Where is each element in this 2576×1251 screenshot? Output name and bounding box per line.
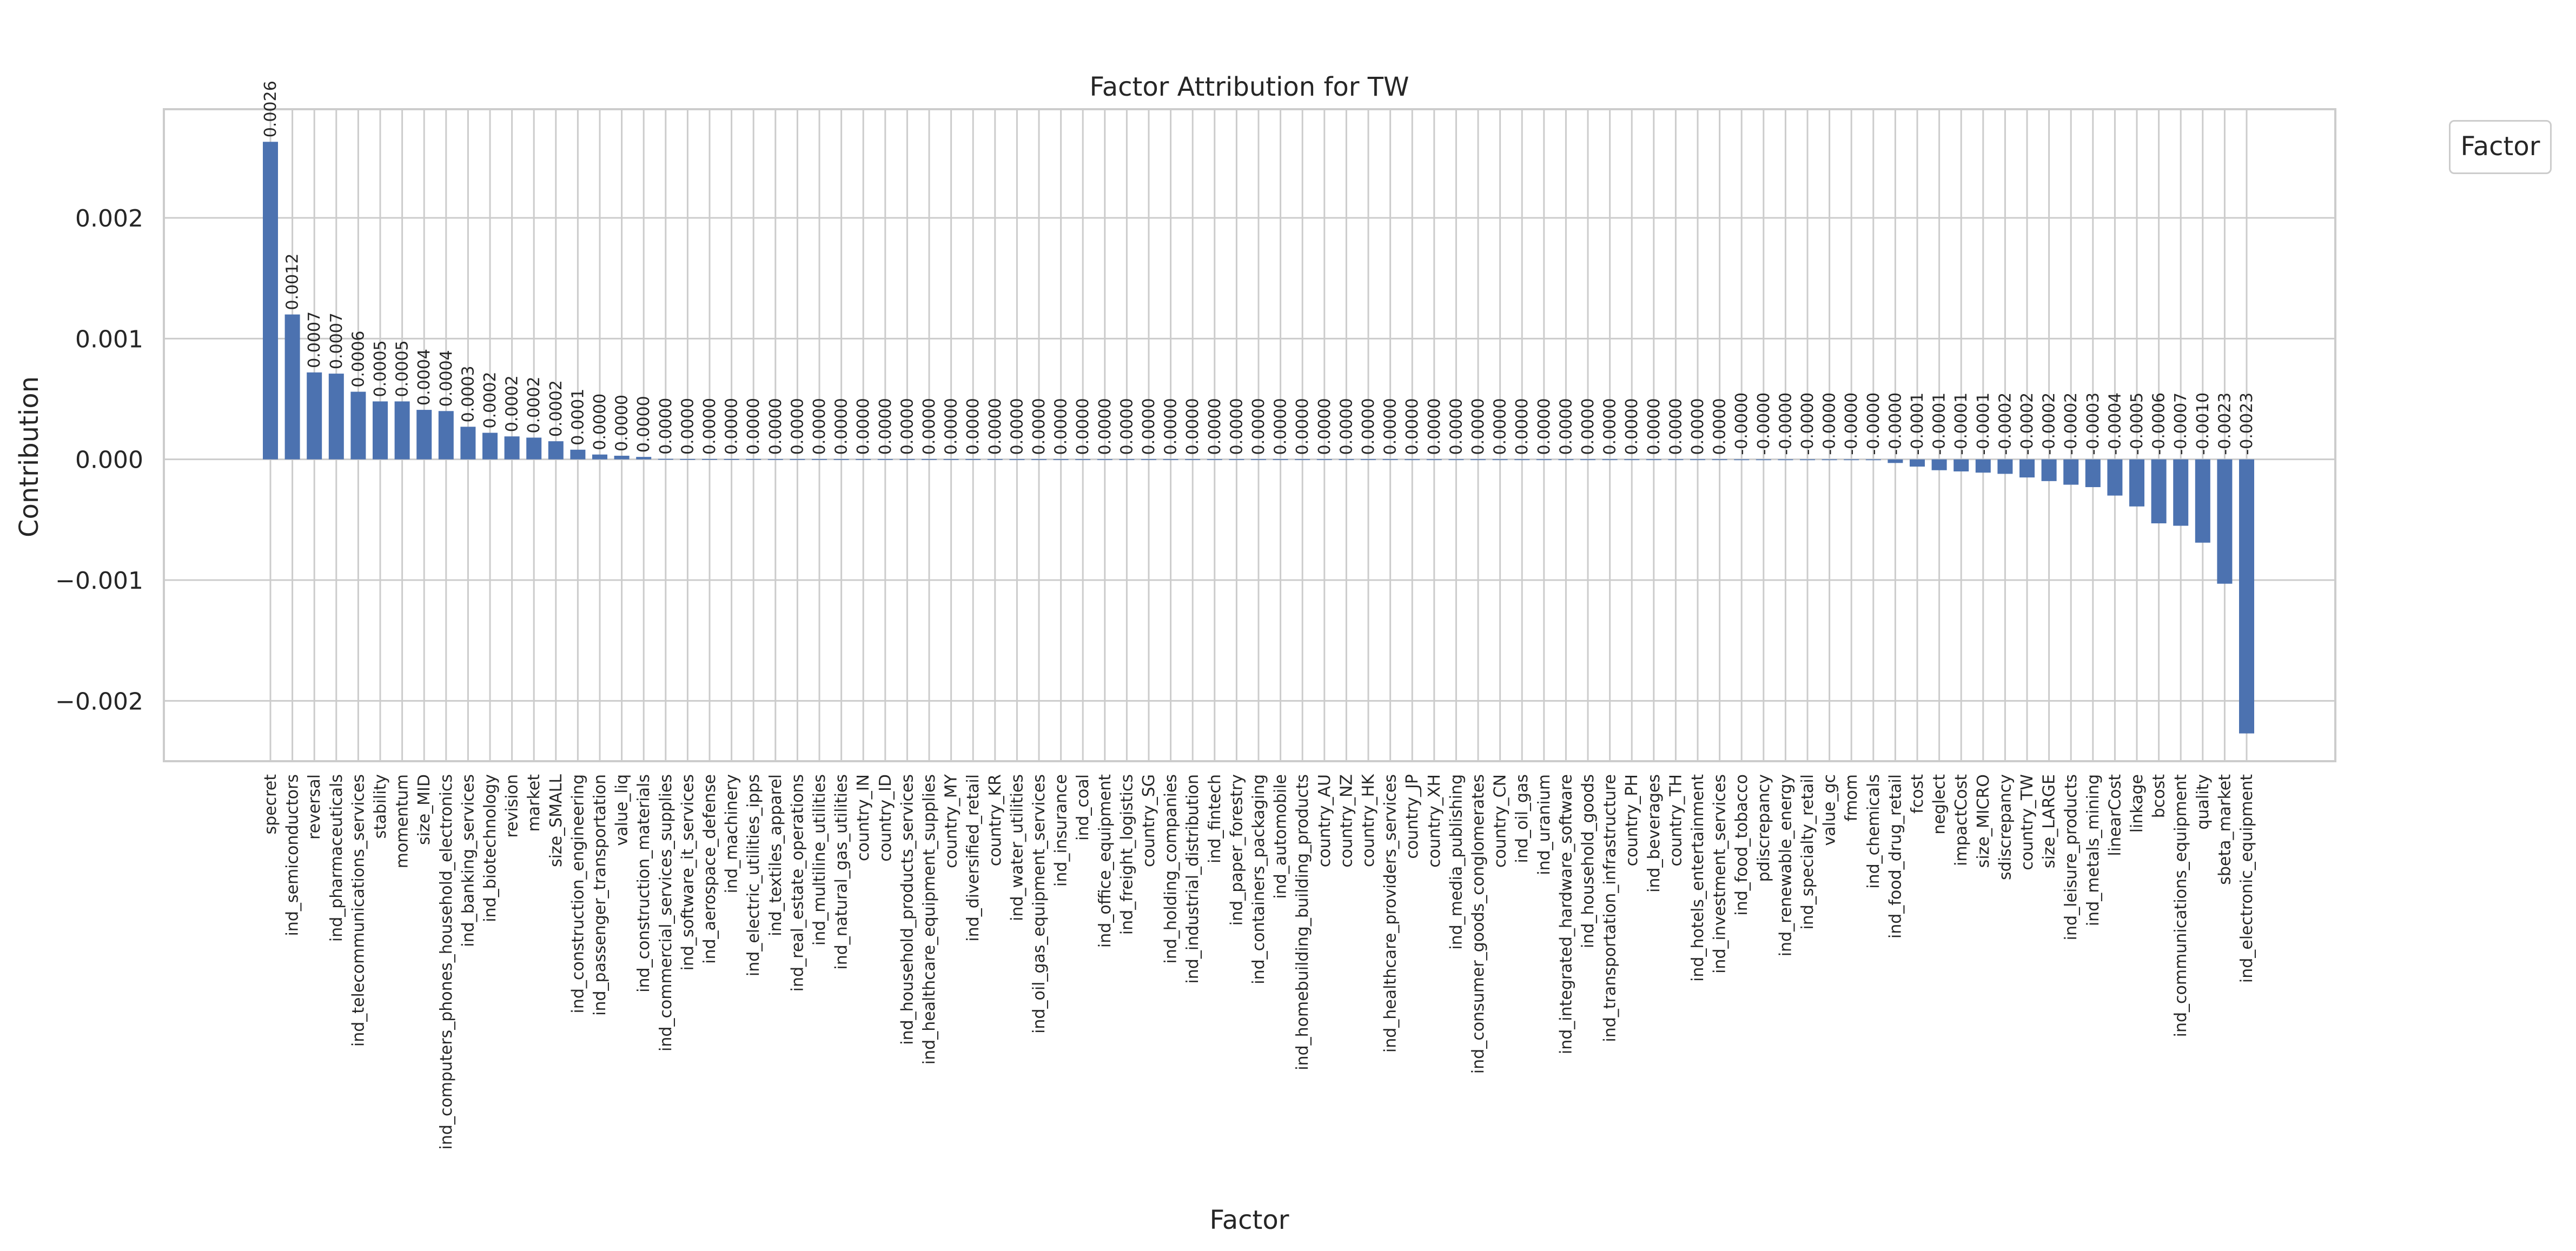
x-tick-label: bcost [2149, 774, 2169, 819]
bar [1888, 460, 1903, 463]
data-label: 0.0000 [1579, 398, 1598, 455]
bar [790, 459, 805, 460]
x-tick-label: ind_multiline_utilities [810, 774, 829, 946]
x-tick-label: country_PH [1623, 774, 1642, 867]
data-label: 0.0000 [678, 398, 698, 455]
bar [1383, 459, 1398, 460]
data-label: -0.0002 [1996, 392, 2015, 455]
x-tick-label: ind_passenger_transportation [591, 774, 610, 1016]
x-tick-label: ind_natural_gas_utilities [832, 774, 851, 970]
x-tick-label: sdiscrepancy [1996, 774, 2015, 880]
data-label: 0.0000 [1534, 398, 1554, 455]
x-tick-label: size_SMALL [546, 774, 566, 868]
legend [2449, 120, 2552, 174]
y-tick-label: −0.002 [55, 688, 143, 716]
data-label: 0.0000 [964, 398, 983, 455]
x-tick-label: fcost [1908, 774, 1927, 814]
x-tick-label: ind_automobile [1271, 774, 1290, 899]
x-tick-label: ind_consumer_goods_conglomerates [1469, 774, 1488, 1074]
data-label: -0.0007 [2171, 392, 2191, 455]
bar [1976, 460, 1991, 473]
x-tick-label: size_MID [415, 774, 434, 846]
data-label: -0.0000 [1732, 392, 1752, 455]
data-label: -0.0000 [1886, 392, 1905, 455]
bar [658, 459, 673, 460]
data-label: -0.0002 [2062, 392, 2081, 455]
data-label: 0.0001 [568, 388, 588, 445]
x-tick-label: ind_biotechnology [481, 774, 500, 922]
bar [2173, 460, 2188, 526]
bar [548, 441, 564, 460]
x-tick-label: country_TW [2018, 774, 2037, 870]
x-tick-label: ind_household_goods [1579, 774, 1598, 949]
x-tick-label: market [525, 774, 544, 832]
x-tick-label: ind_office_equipment [1095, 774, 1115, 948]
data-label: 0.0000 [854, 398, 873, 455]
bar [1405, 460, 1420, 461]
data-label: 0.0000 [1117, 398, 1137, 455]
x-tick-label: country_ID [876, 774, 895, 862]
data-label: -0.0002 [2039, 392, 2059, 455]
data-label: 0.0000 [1249, 398, 1268, 455]
bar [746, 459, 761, 460]
data-label: 0.0000 [1140, 398, 1158, 455]
data-label: -0.0000 [1820, 392, 1839, 455]
bar [1953, 460, 1969, 471]
x-tick-label: value_liq [612, 774, 632, 846]
x-tick-label: ind_electric_utilities_ipps [744, 774, 764, 977]
x-tick-label: ind_investment_services [1710, 774, 1730, 974]
data-label: -0.0010 [2193, 392, 2213, 455]
bar [1009, 459, 1024, 460]
bar [1427, 460, 1442, 461]
x-tick-label: country_MY [942, 774, 961, 868]
bar [1361, 459, 1376, 460]
bar [1054, 459, 1069, 460]
x-tick-label: ind_construction_materials [634, 774, 654, 993]
data-label: 0.0000 [1469, 398, 1488, 455]
x-tick-label: ind_hotels_entertainment [1688, 774, 1707, 982]
x-tick-label: ind_containers_packaging [1249, 774, 1268, 984]
x-tick-label: neglect [1930, 774, 1949, 835]
bar [1471, 460, 1486, 461]
bar [944, 459, 959, 460]
data-label: 0.0000 [1710, 398, 1730, 455]
x-tick-label: linkage [2128, 774, 2147, 833]
data-label: 0.0002 [481, 371, 500, 429]
data-label: 0.0000 [766, 398, 785, 455]
data-label: 0.0000 [1425, 398, 1444, 455]
data-label: -0.0002 [2018, 392, 2037, 455]
bar [1866, 460, 1881, 461]
bar [1185, 459, 1200, 460]
bar [285, 315, 300, 460]
bar [1229, 459, 1244, 460]
x-tick-label: ind_oil_gas [1513, 774, 1532, 863]
bar [1163, 459, 1178, 460]
x-tick-label: size_MICRO [1974, 774, 1993, 868]
bar [1075, 459, 1090, 460]
x-tick-label: ind_diversified_retail [964, 774, 983, 942]
data-label: -0.0005 [2128, 392, 2147, 455]
x-tick-label: momentum [393, 774, 412, 869]
x-tick-label: ind_banking_services [459, 774, 478, 947]
x-tick-label: ind_aerospace_defense [700, 774, 719, 964]
x-tick-label: ind_integrated_hardware_software [1557, 774, 1576, 1055]
bar [702, 459, 717, 460]
bar [1207, 459, 1222, 460]
data-label: -0.0000 [1754, 392, 1773, 455]
bar [2129, 460, 2144, 507]
bar [834, 459, 849, 460]
data-label: 0.0000 [788, 398, 807, 455]
bar [329, 374, 344, 460]
x-tick-label: ind_beverages [1644, 774, 1664, 893]
bar [1712, 460, 1727, 461]
data-label: 0.0000 [1688, 398, 1707, 455]
bar [439, 411, 454, 459]
data-label: 0.0000 [1403, 398, 1422, 455]
data-label: 0.0000 [1074, 398, 1093, 455]
x-tick-label: ind_real_estate_operations [788, 774, 807, 992]
bar [1822, 460, 1837, 461]
data-label: 0.0000 [1557, 398, 1576, 455]
bar [263, 142, 278, 459]
x-tick-label: ind_oil_gas_equipment_services [1030, 774, 1049, 1034]
data-label: -0.0023 [2237, 392, 2256, 455]
x-tick-label: country_TH [1666, 774, 1686, 867]
bar [1031, 459, 1047, 460]
x-tick-label: size_LARGE [2039, 774, 2059, 869]
x-tick-label: ind_healthcare_equipment_supplies [920, 774, 939, 1065]
bar [526, 437, 541, 459]
bar [812, 459, 827, 460]
x-tick-label: revision [502, 774, 522, 838]
x-tick-label: ind_coal [1074, 774, 1093, 841]
data-label: 0.0000 [656, 397, 676, 455]
data-label: 0.0007 [327, 312, 346, 370]
bar [1339, 459, 1354, 460]
bar [988, 459, 1003, 460]
data-label: 0.0000 [1008, 398, 1027, 455]
data-label: 0.0000 [1666, 398, 1686, 455]
x-tick-label: ind_household_products_services [898, 774, 917, 1045]
bar [768, 459, 783, 460]
x-tick-label: country_JP [1403, 774, 1422, 859]
bar [1317, 459, 1332, 460]
data-label: 0.0000 [1183, 398, 1203, 455]
bar [1514, 460, 1529, 461]
bar [878, 459, 893, 460]
bar [856, 459, 871, 460]
data-label: 0.0006 [349, 330, 368, 388]
data-label: -0.0001 [1908, 392, 1927, 455]
bar [395, 401, 410, 459]
bar [1624, 460, 1639, 461]
x-tick-label: ind_communications_equipment [2171, 774, 2191, 1037]
data-label: -0.0006 [2149, 392, 2169, 455]
data-label: 0.0000 [876, 398, 895, 455]
bar [482, 433, 498, 460]
data-label: 0.0000 [1271, 398, 1290, 455]
data-label: 0.0002 [502, 375, 522, 432]
data-label: 0.0000 [700, 398, 719, 455]
data-label: -0.0000 [1842, 392, 1862, 455]
x-tick-label: country_IN [854, 774, 873, 862]
y-tick-label: −0.001 [55, 567, 143, 595]
data-label: -0.0004 [2105, 392, 2125, 455]
bar [899, 459, 915, 460]
data-label: 0.0000 [920, 398, 939, 455]
x-tick-label: country_HK [1359, 774, 1378, 867]
x-tick-label: ind_industrial_distribution [1183, 774, 1203, 984]
data-label: 0.0003 [459, 365, 478, 423]
x-tick-label: stability [371, 774, 390, 839]
x-axis-label: Factor [1209, 1205, 1289, 1235]
bar [1932, 460, 1947, 470]
data-label: 0.0000 [832, 398, 851, 455]
x-tick-label: value_gc [1820, 774, 1839, 846]
data-label: -0.0000 [1798, 392, 1817, 455]
y-axis-label: Contribution [14, 376, 44, 538]
bar [2019, 460, 2035, 478]
data-label: 0.0004 [415, 349, 434, 406]
x-tick-label: fmom [1842, 774, 1862, 822]
x-tick-label: ind_commercial_services_supplies [656, 774, 676, 1052]
bar [350, 392, 366, 460]
data-label: 0.0000 [810, 398, 829, 455]
bar [416, 410, 432, 460]
x-tick-label: ind_construction_engineering [568, 774, 588, 1014]
y-tick-label: 0.001 [75, 325, 143, 354]
bar [1097, 459, 1112, 460]
bar [2217, 460, 2232, 584]
bar [614, 456, 630, 460]
bar [2063, 460, 2078, 485]
x-tick-label: ind_fintech [1205, 774, 1224, 864]
x-tick-label: ind_specialty_retail [1798, 774, 1817, 930]
data-label: 0.0000 [591, 393, 610, 450]
bar [1910, 460, 1925, 467]
x-tick-label: ind_computers_phones_household_electronics [436, 774, 456, 1150]
x-tick-label: ind_healthcare_providers_services [1381, 774, 1400, 1053]
x-tick-label: ind_telecommunications_services [349, 774, 368, 1047]
bar [724, 459, 739, 460]
x-tick-label: ind_electronic_equipment [2237, 774, 2256, 983]
data-label: 0.0000 [898, 398, 917, 455]
bar [1493, 460, 1508, 461]
data-label: -0.0000 [1776, 392, 1796, 455]
data-label: 0.0000 [1051, 398, 1071, 455]
x-tick-label: ind_freight_logistics [1117, 774, 1137, 935]
bar [1800, 460, 1815, 461]
y-tick-label: 0.000 [75, 446, 143, 474]
data-label: 0.0000 [1030, 398, 1049, 455]
x-tick-label: specret [261, 774, 280, 835]
data-label: 0.0000 [985, 398, 1005, 455]
bar [680, 459, 695, 460]
bar [1646, 460, 1661, 461]
bar [1580, 460, 1595, 461]
data-label: 0.0012 [283, 253, 302, 310]
bar [1844, 460, 1859, 461]
x-tick-label: country_AU [1315, 774, 1334, 868]
data-label: 0.0004 [436, 350, 456, 407]
bar [570, 450, 585, 460]
bar [1448, 460, 1464, 461]
x-tick-label: ind_water_utilities [1008, 774, 1027, 921]
bar [2085, 460, 2101, 487]
data-label: 0.0000 [1337, 398, 1356, 455]
x-tick-label: ind_textiles_apparel [766, 774, 785, 936]
bar [2107, 460, 2122, 496]
data-label: 0.0005 [371, 340, 390, 397]
x-tick-label: ind_software_it_services [678, 774, 698, 971]
bar [1997, 460, 2012, 474]
bar [2042, 460, 2057, 481]
data-label: 0.0000 [1359, 398, 1378, 455]
data-label: -0.0001 [1974, 392, 1993, 455]
bar [1668, 460, 1683, 461]
bar [1778, 460, 1793, 461]
x-tick-label: ind_renewable_energy [1776, 774, 1796, 957]
x-tick-label: ind_homebuilding_building_products [1293, 774, 1313, 1070]
data-label: -0.0001 [1952, 392, 1971, 455]
x-tick-label: country_KR [985, 774, 1005, 867]
bar [1558, 460, 1573, 461]
bar [1141, 459, 1156, 460]
x-tick-label: pdiscrepancy [1754, 774, 1773, 882]
data-label: 0.0000 [1315, 398, 1334, 455]
data-label: 0.0026 [261, 81, 280, 138]
bar [307, 372, 322, 460]
data-label: -0.0001 [1930, 392, 1949, 455]
x-tick-label: country_SG [1140, 774, 1158, 868]
x-tick-label: sbeta_market [2215, 774, 2235, 885]
bar [505, 436, 520, 459]
data-label: 0.0000 [1623, 398, 1642, 455]
bar [1690, 460, 1705, 461]
x-tick-label: ind_metals_mining [2083, 774, 2103, 927]
x-tick-label: ind_leisure_products [2062, 774, 2081, 941]
data-label: 0.0000 [1205, 398, 1224, 455]
x-tick-label: country_NZ [1337, 774, 1356, 868]
x-tick-label: ind_pharmaceuticals [327, 774, 346, 942]
data-label: 0.0000 [722, 398, 741, 455]
x-tick-label: ind_food_drug_retail [1886, 774, 1905, 939]
data-label: 0.0002 [546, 380, 566, 437]
x-tick-label: ind_uranium [1534, 774, 1554, 875]
bar [1119, 459, 1134, 460]
data-label: 0.0000 [1293, 398, 1313, 455]
bar [1273, 459, 1288, 460]
x-tick-label: ind_chemicals [1864, 774, 1883, 889]
data-label: 0.0000 [1644, 398, 1664, 455]
data-label: -0.0023 [2215, 392, 2235, 455]
x-tick-label: reversal [305, 774, 325, 840]
x-tick-label: ind_holding_companies [1161, 774, 1181, 964]
y-tick-label: 0.002 [75, 205, 143, 232]
data-label: -0.0003 [2083, 392, 2103, 455]
x-tick-label: ind_insurance [1051, 774, 1071, 887]
bar [1756, 460, 1771, 461]
bar [965, 459, 981, 460]
x-tick-label: ind_food_tobacco [1732, 774, 1752, 916]
data-label: 0.0000 [1447, 398, 1466, 455]
data-label: 0.0005 [393, 340, 412, 397]
chart-title: Factor Attribution for TW [1089, 72, 1409, 102]
x-tick-labels [261, 774, 2256, 1150]
bar [1602, 460, 1618, 461]
x-tick-label: ind_transportation_infrastructure [1600, 774, 1620, 1042]
bar [636, 457, 651, 459]
data-label: 0.0000 [1513, 398, 1532, 455]
bar [373, 401, 388, 459]
y-tick-labels [55, 205, 143, 715]
x-tick-label: ind_machinery [722, 774, 741, 894]
data-label: 0.0007 [305, 311, 325, 368]
data-label: 0.0002 [525, 376, 544, 434]
data-label: 0.0000 [1095, 398, 1115, 455]
data-label: 0.0000 [1161, 398, 1181, 455]
bar [1251, 459, 1266, 460]
data-label: 0.0000 [1227, 398, 1247, 455]
data-label: 0.0000 [634, 396, 654, 453]
x-tick-label: ind_paper_forestry [1227, 774, 1247, 926]
bar [1295, 459, 1310, 460]
data-label: 0.0000 [942, 398, 961, 455]
bar [592, 455, 607, 460]
bar [2151, 460, 2167, 523]
data-label: 0.0000 [612, 394, 632, 451]
x-tick-label: ind_semiconductors [283, 774, 302, 936]
bar [1537, 460, 1552, 461]
bar [2195, 460, 2210, 543]
bar [1734, 460, 1749, 461]
x-tick-label: country_XH [1425, 774, 1444, 868]
x-tick-label: impactCost [1952, 774, 1971, 866]
data-label: 0.0000 [1491, 398, 1510, 455]
x-tick-label: quality [2193, 774, 2213, 830]
legend-title: Factor [2460, 131, 2540, 162]
data-label: -0.0000 [1864, 392, 1883, 455]
x-tick-label: linearCost [2105, 774, 2125, 856]
bar [2239, 460, 2254, 734]
data-label: 0.0000 [1381, 398, 1400, 455]
x-tick-label: country_CN [1491, 774, 1510, 868]
data-label: 0.0000 [744, 398, 764, 455]
data-label: 0.0000 [1600, 398, 1620, 455]
bar [922, 459, 937, 460]
bar [460, 427, 475, 459]
x-tick-label: ind_media_publishing [1447, 774, 1466, 950]
